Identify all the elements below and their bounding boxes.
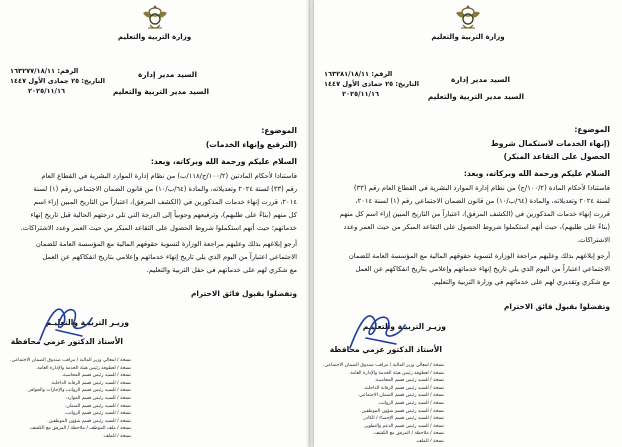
- cc-item: نسخة / للسيد رئيس قسم الضمان.: [64, 403, 131, 409]
- cc-item: نسخة / للسيد رئيس قسم الإحصاء / الكادر.: [362, 416, 444, 422]
- letter-body: [326, 182, 610, 289]
- cc-item: نسخة / للملف.: [102, 433, 131, 439]
- body-line: فاستنادا لأحكام المادتين (١٠٠/٢/ج/١١٨/ب) من نظام إدارة الموارد البشرية في القطاع العام: [41, 172, 297, 180]
- body-line: (بناءً على طلبهم)، حيث أنهم استكملوا شروط الحصول على التقاعد المبكر من حيث العمر وعدد: [343, 223, 610, 231]
- salutation: السلام عليكم ورحمة الله وبركاته، وبعد:: [150, 157, 297, 166]
- cc-item: نسخة / للسيد رئيس قسم الضمان الاجتماعي.: [357, 393, 444, 399]
- cc-item: نسخة / للسيد رئيس قسم الرواتب.: [64, 411, 131, 417]
- body-line: قررت إنهاء خدمات المذكورين في (الكشف المرفق)، اعتباراً من التاريخ المبين إزاء اسم كل منهم: [339, 210, 610, 218]
- body-line: مع شكري وتقديري لهم على خدماتهم في وزارة التربية والتعليم.: [431, 278, 610, 286]
- body-line: خدماتهم؛ حيث أنهم استكملوا شروط الحصول على التقاعد المبكر من حيث العمر وعدد الاشتراكات.: [20, 224, 297, 232]
- cc-item: نسخة / ملاحظة / المرفق مع الكشف.: [372, 431, 444, 437]
- reference-number: الرقم: ١٦٣٢٧٧/١٨/١١: [10, 67, 79, 75]
- body-line: لسنة ٢٠٢٤ وتعديلاته، والمادة (٦٤/ب/١٠) من قانون الضمان الاجتماعي رقم (١) لسنة ٢٠١٤،: [355, 197, 610, 205]
- addressee-line-1: السيد مدير إدارة: [451, 75, 510, 84]
- subject-line-2: الحصول على التقاعد المبكر): [503, 152, 610, 161]
- page-fold-shadow: [306, 0, 309, 447]
- subject-label: الموضوع:: [261, 126, 297, 135]
- cc-list: [323, 362, 444, 446]
- cc-item: نسخة / لمعالي وزير المالية / مراقب صندوق الضمان الاجتماعي.: [323, 363, 444, 368]
- body-line: فاستنادا لأحكام المادة (١٠٠/٢/ج) من نظام إدارة الموارد البشرية في القطاع العام رقم (٣٣): [353, 184, 610, 192]
- cc-item: نسخة / للسيد رئيس قسم شؤون الموظفين.: [360, 408, 444, 414]
- signature-scribble: [342, 306, 412, 356]
- addressee-line-1: السيد مدير إدارة: [138, 70, 197, 79]
- body-line: مع شكري لهم على خدماتهم في حقل التربية والتعليم.: [146, 266, 297, 274]
- letter-page-right: [314, 0, 622, 447]
- ministry-name: وزارة التربية والتعليم: [117, 33, 192, 41]
- body-line: الاجتماعي اعتباراً من اليوم الذي يلي تاريخ إنهاء خدماتهم وإعلامي بتاريخ انفكاكهم عن العمل: [42, 253, 297, 261]
- body-line: الاجتماعي اعتباراً من اليوم الذي يلي تاريخ إنهاء خدماتهم وإعلامي بتاريخ انفكاكهم عن العمل: [355, 265, 610, 273]
- cc-item: نسخة / للسيد رئيس قسم الرقابة الداخلية.: [50, 380, 131, 386]
- ministry-name: وزارة التربية والتعليم: [431, 33, 505, 41]
- cc-item: نسخة / لعطوفة رئيس هيئة الخدمة والإدارة العامة.: [348, 370, 444, 376]
- cc-item: نسخة / للسيد رئيس قسم المحاسبة.: [61, 373, 131, 379]
- closing-phrase: وتفضلوا بقبول فائق الاحترام: [190, 289, 297, 298]
- body-line: كل منهم (بناءً على طلبهم)، وترفيعهم وجوبياً إلى الدرجة التي تلي درجتهم الحالية قبل تاريخ إنهاء: [30, 211, 297, 219]
- addressee-line-2: السيد مدير التربية والتعليم: [427, 92, 524, 101]
- cc-item: نسخة / ملف الموظف / ملاحظة / المرفق مع الكشف.: [28, 426, 131, 432]
- cc-item: نسخة / لمعالي وزير المالية / مراقب صندوق الضمان الاجتماعي.: [10, 358, 131, 363]
- cc-item: نسخة / للسيد رئيس قسم الدعم والتطوير.: [363, 423, 444, 429]
- signatory-name: الأستاذ الدكتور عزمي محافظة: [329, 345, 442, 354]
- signatory-title: وزيـر التربيـة والتعليـم: [362, 322, 446, 331]
- cc-item: نسخة / لعطوفة رئيس هيئة الخدمة والإدارة العامة.: [35, 365, 131, 371]
- gregorian-date: ٢٠٢٥/١١/١٦: [342, 90, 380, 98]
- subject-label: الموضوع:: [574, 125, 610, 134]
- cc-item: نسخة / للسيد رئيس قسم الرقابة الداخلية.: [363, 385, 444, 391]
- jordan-crest-icon: [139, 3, 171, 33]
- cc-item: نسخة / للسيد رئيس قسم شؤون الموظفين.: [47, 418, 131, 424]
- signature-scribble: [30, 300, 100, 348]
- letter-body: [12, 170, 297, 277]
- cc-list: [10, 357, 131, 441]
- jordan-crest-icon: [452, 3, 484, 33]
- closing-phrase: وتفضلوا بقبول فائق الاحترام: [503, 302, 610, 311]
- body-line: أرجو إبلاغهم بذلك وعليهم مراجعة الوزارة لتسوية حقوقهم المالية مع المؤسسة العامة للضمان: [348, 252, 610, 260]
- cc-item: نسخة / للسيد رئيس قسم الرواتب.: [377, 400, 444, 406]
- reference-number: الرقم: ١٦٣٢٨١/١٨/١١: [324, 70, 393, 78]
- salutation: السلام عليكم ورحمة الله وبركاته، وبعد:: [463, 169, 610, 178]
- body-line: ٢٠١٤، قررت إنهاء خدمات المذكورين في (الكشف المرفق)، اعتباراً من التاريخ المبين إزاء اسم: [33, 198, 297, 206]
- cc-item: نسخة / للسيد رئيس قسم المحاسبة.: [374, 378, 444, 384]
- cc-item: نسخة / للسيد رئيس قسم الرواتب والإجازات والحوافز.: [27, 388, 131, 394]
- hijri-date: التاريخ: ٢٥ جمادى الأول ١٤٤٧: [324, 80, 419, 88]
- signatory-title: وزيـر التربيـة والتعليـم: [45, 318, 129, 327]
- body-line: رقم (٣٣) لسنة ٢٠٢٤ وتعديلاته، والمادة (٦٤/ب/١٠) من قانون الضمان الاجتماعي رقم (١) لسنة: [33, 185, 297, 193]
- body-line: الاشتراكات.: [576, 236, 610, 244]
- signatory-name: الأستاذ الدكتور عزمي محافظة: [10, 337, 123, 346]
- subject-line-1: (إنهاء الخدمات لاستكمال شروط: [490, 139, 610, 148]
- subject-line-1: (الترفيع وإنهاء الخدمات): [205, 140, 297, 149]
- hijri-date: التاريخ: ٢٥ جمادى الأول ١٤٤٧: [10, 77, 105, 85]
- cc-item: نسخة / للملف.: [415, 438, 444, 444]
- gregorian-date: ٢٠٢٥/١١/١٦: [28, 87, 66, 95]
- cc-item: نسخة / للسيد رئيس قسم الموارد.: [65, 395, 131, 401]
- addressee-line-2: السيد مدير التربية والتعليم: [112, 87, 209, 96]
- letter-page-left: [0, 0, 309, 447]
- body-line: أرجو إبلاغهم بذلك وعليهم مراجعة الوزارة لتسوية حقوقهم المالية مع المؤسسة العامة للضمان: [35, 240, 297, 248]
